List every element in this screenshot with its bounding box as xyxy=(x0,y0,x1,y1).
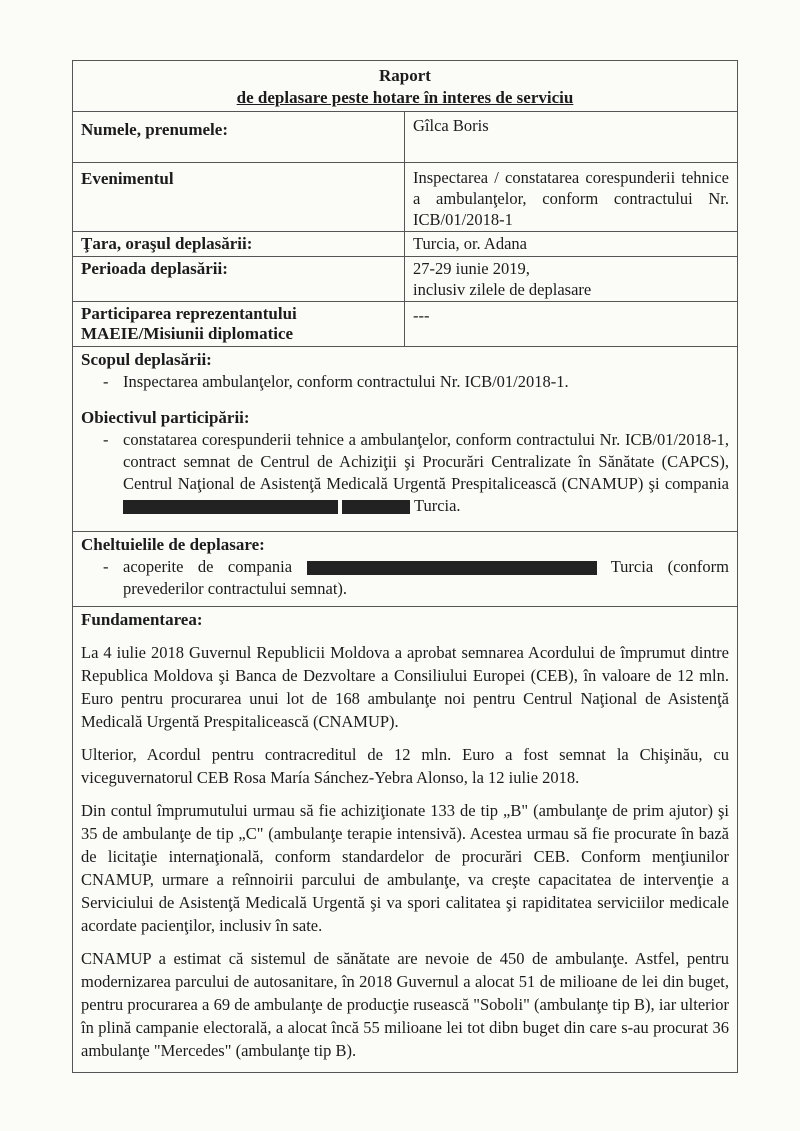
field-row-event xyxy=(73,163,737,232)
field-label: Numele, prenumele: xyxy=(73,112,405,162)
section-heading: Cheltuielile de deplasare: xyxy=(81,535,265,554)
list-item xyxy=(81,429,729,517)
paragraph: La 4 iulie 2018 Guvernul Republicii Moldova a aprobat semnarea Acordului de împrumut dintre Republica Moldova şi Banca de Dezvoltare a Consiliului Europei (CEB), în valoare de 12 mln. Euro pentru procurarea unui lot de 168 ambulanţe noi pentru Centrul Naţional de Asistenţă Medicală Urgentă Prespitalicească (CNAMUP). xyxy=(81,643,729,731)
section-heading: Scopul deplasării: xyxy=(81,350,212,369)
field-value: Turcia, or. Adana xyxy=(413,234,527,253)
bullet-text xyxy=(123,556,729,600)
list-item xyxy=(81,371,729,393)
report-title xyxy=(73,61,737,112)
section-heading: Obiectivul participării: xyxy=(81,408,250,427)
title-line-2: de deplasare peste hotare în interes de serviciu xyxy=(236,88,574,107)
section-fundamentarea xyxy=(73,607,737,1072)
redaction-bar xyxy=(123,500,338,514)
field-row-participation xyxy=(73,302,737,347)
bullet-text: Inspectarea ambulanţelor, conform contractului Nr. ICB/01/2018-1. xyxy=(123,372,569,391)
objective-text: constatarea corespunderii tehnice a ambulanţelor, conform contractului Nr. ICB/01/2018-1, contract semnat de Centrul de Achiziţii şi Procurări Centralizate în Sănătate (CAPCS), Centrul Naţional de Asistenţă Medicală Urgentă Prespitalicească (CNAMUP) şi compania xyxy=(123,430,729,493)
field-label: Ţara, oraşul deplasării: xyxy=(73,232,405,256)
period-dates: 27-29 iunie 2019, xyxy=(413,259,530,278)
bullet-dash: - xyxy=(103,557,109,576)
field-row-period xyxy=(73,257,737,302)
field-row-country xyxy=(73,232,737,257)
section-heading: Fundamentarea: xyxy=(81,610,203,629)
redaction-bar xyxy=(307,561,597,575)
field-value: --- xyxy=(413,306,430,325)
bullet-text xyxy=(123,429,729,517)
period-note: inclusiv zilele de deplasare xyxy=(413,280,592,299)
bullet-dash: - xyxy=(103,372,109,391)
field-label xyxy=(73,302,405,346)
participation-label-1: Participarea reprezentantului xyxy=(81,304,297,323)
list-item xyxy=(81,556,729,600)
paragraph: Ulterior, Acordul pentru contracreditul de 12 mln. Euro a fost semnat la Chişinău, cu viceguvernatorul CEB Rosa María Sánchez-Yebra Alonso, la 12 iulie 2018. xyxy=(81,745,729,787)
expenses-text: acoperite de compania xyxy=(123,557,293,576)
field-value: Gîlca Boris xyxy=(413,116,489,135)
title-line-1: Raport xyxy=(379,66,431,85)
paragraph: CNAMUP a estimat că sistemul de sănătate are nevoie de 450 de ambulanţe. Astfel, pentru modernizarea parcului de autosanitare, în 2018 Guvernul a alocat 51 de milioane de lei din buget, pentru procurarea a 69 de ambulanţe de producţie rusească "Soboli" (ambulanţe tip B), iar ulterior în plină campanie electorală, a alocat încă 55 milioane lei tot dibn buget din care s-au procurat 36 ambulanţe "Mercedes" (ambulanţe tip B). xyxy=(81,949,729,1060)
paragraph: Din contul împrumutului urmau să fie achiziţionate 133 de tip „B" (ambulanţe de prim ajutor) şi 35 de ambulanţe de tip „C" (ambulanţe terapie intensivă). Acestea urmau să fie procurate în bază de licitaţie internaţională, conform standardelor de procurări CEB. Conform menţiunilor CNAMUP, urmare a reînnoirii parcului de ambulanţe, va creşte capacitatea de intervenţie a Serviciului de Asistenţă Medicală Urgentă şi va spori calitatea şi rapiditatea serviciilor medicale acordate pacienţilor, inclusiv în sate. xyxy=(81,801,729,935)
field-value: Inspectarea / constatarea corespunderii tehnice a ambulanţelor, conform contractului Nr. ICB/01/2018-1 xyxy=(413,168,729,229)
objective-text-end: Turcia. xyxy=(413,496,461,515)
section-scopul xyxy=(73,347,737,532)
field-value xyxy=(405,257,737,301)
expenses-text-end: Turcia (conform prevederilor contractului semnat). xyxy=(123,557,730,598)
section-cheltuielile xyxy=(73,532,737,607)
field-label: Perioada deplasării: xyxy=(73,257,405,301)
field-label: Evenimentul xyxy=(73,163,405,231)
participation-label-2: MAEIE/Misiunii diplomatice xyxy=(81,324,294,343)
field-row-name xyxy=(73,112,737,163)
bullet-dash: - xyxy=(103,430,109,449)
report-document xyxy=(72,60,738,1073)
redaction-bar xyxy=(342,500,410,514)
